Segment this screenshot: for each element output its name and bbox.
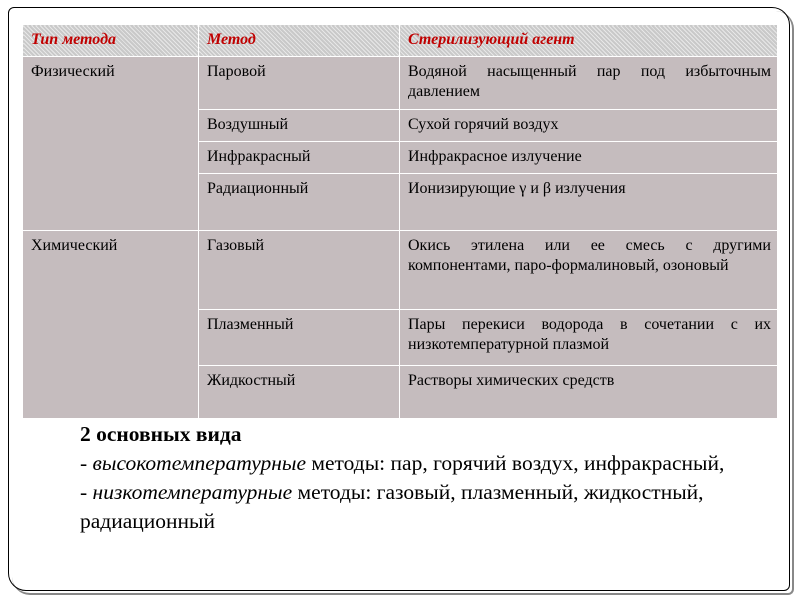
summary-title: 2 основных вида (80, 422, 242, 446)
method-cell: Плазменный (199, 310, 400, 366)
summary-em-high-temp: высокотемпературные (92, 451, 307, 475)
method-type-chemical: Химический (23, 231, 199, 419)
header-method: Метод (199, 25, 400, 57)
agent-cell: Растворы химических средств (400, 366, 778, 419)
summary-line-low-temp (80, 478, 740, 536)
method-cell: Воздушный (199, 110, 400, 142)
table-header-row (23, 25, 778, 57)
summary-dash: - (80, 480, 93, 504)
agent-cell: Ионизирующие γ и β излучения (400, 174, 778, 231)
table-row (23, 231, 778, 310)
method-cell: Радиационный (199, 174, 400, 231)
summary-em-low-temp: низкотемпературные (92, 480, 293, 504)
summary-text (80, 420, 740, 536)
table-row (23, 57, 778, 110)
method-type-physical: Физический (23, 57, 199, 231)
agent-cell: Пары перекиси водорода в сочетании с их низкотемпературной плазмой (400, 310, 778, 366)
summary-line-high-temp (80, 449, 740, 478)
summary-rest-low-temp: методы: газовый, плазменный, жидкостный, радиационный (80, 480, 704, 533)
agent-cell: Инфракрасное излучение (400, 142, 778, 174)
header-method-type: Тип метода (23, 25, 199, 57)
agent-cell: Сухой горячий воздух (400, 110, 778, 142)
method-cell: Инфракрасный (199, 142, 400, 174)
header-sterilizing-agent: Стерилизующий агент (400, 25, 778, 57)
method-cell: Жидкостный (199, 366, 400, 419)
sterilization-methods-table (22, 24, 778, 419)
agent-cell: Окись этилена или ее смесь с другими компонентами, паро-формалиновый, озоновый (400, 231, 778, 310)
summary-rest-high-temp: методы: пар, горячий воздух, инфракрасный, (306, 451, 725, 475)
method-cell: Газовый (199, 231, 400, 310)
summary-dash: - (80, 451, 93, 475)
method-cell: Паровой (199, 57, 400, 110)
agent-cell: Водяной насыщенный пар под избыточным давлением (400, 57, 778, 110)
